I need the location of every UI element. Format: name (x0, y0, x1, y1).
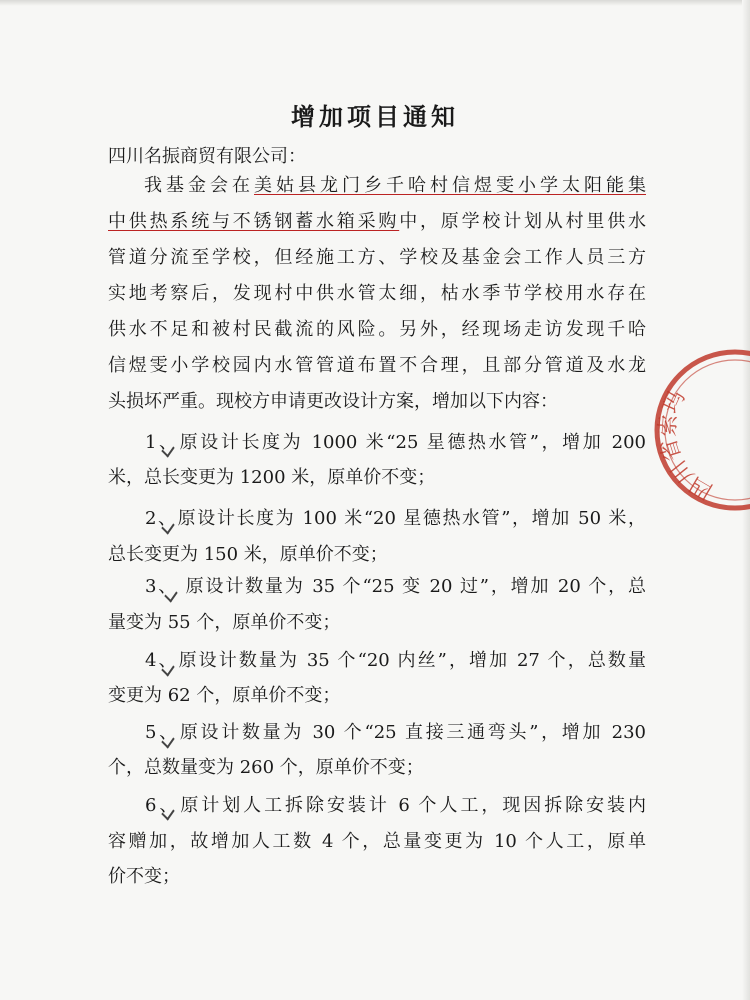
intro-line-4: 实地考察后，发现村中供水管太细，枯水季节学校用水存在 (108, 283, 646, 304)
item-5-line-1: 5、原设计数量为 30 个“25 直接三通弯头”，增加 230 (145, 722, 646, 743)
item-6-line-3: 价不变； (108, 866, 180, 887)
item-6-line-2: 容赠加，故增加人工数 4 个，总量变更为 10 个人工，原单 (108, 831, 646, 852)
item-6-line-1: 6、原计划人工拆除安装计 6 个人工，现因拆除安装内 (145, 795, 646, 816)
recipient-line: 四川名振商贸有限公司： (108, 146, 306, 167)
item-5-line-2: 个，总数量变为 260 个，原单价不变； (108, 757, 424, 778)
item-1-line-2: 米，总长变更为 1200 米，原单价不变； (108, 467, 436, 488)
item-4-line-2: 变更为 62 个，原单价不变； (108, 685, 341, 706)
intro-line-2 (108, 211, 646, 233)
item-3-line-1: 3、 原设计数量为 35 个“25 变 20 过”，增加 20 个，总 (145, 576, 646, 597)
intro-line-3: 管道分流至学校，但经施工方、学校及基金会工作人员三方 (108, 247, 646, 268)
intro-line-7: 头损坏严重。现校方申请更改设计方案，增加以下内容： (108, 391, 558, 412)
official-seal-stamp (650, 345, 750, 515)
document-title: 增加项目通知 (291, 102, 459, 131)
intro-line-6: 信煜雯小学校园内水管管道布置不合理，且部分管道及水龙 (108, 355, 646, 376)
intro-line-1-prefix: 我基金会在 (144, 175, 254, 196)
item-4-line-1: 4、原设计数量为 35 个“20 内丝”，增加 27 个，总数量 (145, 650, 646, 671)
item-2-line-1: 2、原设计长度为 100 米“20 星德热水管”，增加 50 米， (145, 508, 646, 529)
scan-edge-top (0, 0, 750, 6)
intro-project-name-part2: 中供热系统与不锈钢蓄水箱采购 (108, 211, 400, 232)
item-2-line-2: 总长变更为 150 米，原单价不变； (108, 544, 388, 565)
intro-line-5: 供水不足和被村民截流的风险。另外，经现场走访发现千哈 (108, 319, 646, 340)
item-1-line-1: 1、原设计长度为 1000 米“25 星德热水管”，增加 200 (145, 432, 646, 453)
seal-text: 四川省索玛 (655, 387, 718, 504)
svg-text:四川省索玛 (650, 386, 742, 505)
intro-project-name-part1: 美姑县龙门乡千哈村信煜雯小学太阳能集 (254, 175, 646, 196)
intro-line-2-suffix: 中，原学校计划从村里供水 (399, 211, 647, 232)
intro-line-1 (108, 175, 646, 197)
item-3-line-2: 量变为 55 个，原单价不变； (108, 612, 341, 633)
